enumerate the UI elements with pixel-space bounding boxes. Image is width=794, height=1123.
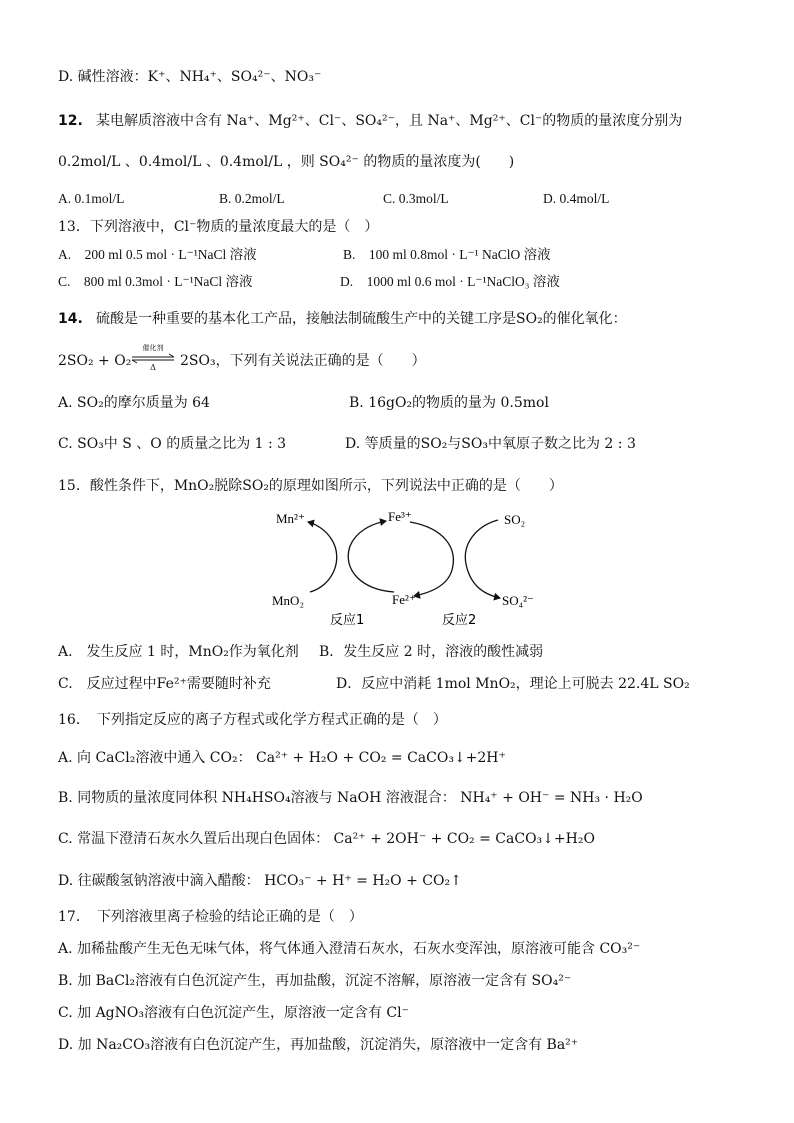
q14-option-a: A. SO₂的摩尔质量为 64 xyxy=(58,395,210,411)
q11-option-d: D. 碱性溶液：K⁺、NH₄⁺、SO₄²⁻、NO₃⁻ xyxy=(58,69,322,85)
q14-number: 14. xyxy=(58,311,83,327)
mn2-label: Mn²⁺ xyxy=(276,511,305,526)
fe2-label: Fe²⁺ xyxy=(392,592,416,607)
q17-option-d: D. 加 Na₂CO₃溶液有白色沉淀产生，再加盐酸，沉淀消失，原溶液中一定含有 Ba²⁺ xyxy=(58,1037,579,1053)
q12-number: 12. xyxy=(58,113,83,129)
q14-heat-label: Δ xyxy=(150,363,156,372)
q16-option-a: A. 向 CaCl₂溶液中通入 CO₂： Ca²⁺ + H₂O + CO₂ = CaCO₃↓+2H⁺ xyxy=(58,750,506,766)
q12-stem-line2: 0.2mol/L 、0.4mol/L 、0.4mol/L ，则 SO₄²⁻ 的物质的量浓度为( ) xyxy=(58,154,515,170)
q14-eq-right: 2SO₃，下列有关说法正确的是（ ） xyxy=(180,353,426,369)
reaction1-label: 反应1 xyxy=(330,613,365,628)
q16-stem: 16． 下列指定反应的离子方程式或化学方程式正确的是（ ） xyxy=(58,712,447,728)
q13-option-b: B. 100 ml 0.8mol · L⁻¹ NaClO 溶液 xyxy=(343,247,551,262)
so4-label: SO₄²⁻ xyxy=(502,593,534,608)
q14-option-c: C. SO₃中 S 、O 的质量之比为 1 : 3 xyxy=(58,436,287,452)
q13-stem: 13．下列溶液中，Cl⁻物质的量浓度最大的是（ ） xyxy=(58,219,379,235)
so2-label: SO₂ xyxy=(504,512,526,527)
q17-stem: 17． 下列溶液里离子检验的结论正确的是（ ） xyxy=(58,909,363,925)
mno2-label: MnO₂ xyxy=(272,593,304,608)
q14-eq-left: 2SO₂ + O₂ xyxy=(58,353,132,369)
q17-option-c: C. 加 AgNO₃溶液有白色沉淀产生，原溶液一定含有 Cl⁻ xyxy=(58,1005,410,1021)
q14-option-d: D. 等质量的SO₂与SO₃中氧原子数之比为 2 : 3 xyxy=(345,436,636,452)
q15-reaction-cycle-diagram xyxy=(262,500,552,632)
reaction2-label: 反应2 xyxy=(442,613,477,628)
q14-stem-line1: 硫酸是一种重要的基本化工产品，接触法制硫酸生产中的关键工序是SO₂的催化氧化： xyxy=(96,311,627,327)
q15-option-a: A. 发生反应 1 时，MnO₂作为氧化剂 xyxy=(58,644,299,660)
q15-option-d: D．反应中消耗 1mol MnO₂，理论上可脱去 22.4L SO₂ xyxy=(336,676,690,692)
q15-option-c: C. 反应过程中Fe²⁺需要随时补充 xyxy=(58,676,271,692)
q12-option-d: D. 0.4mol/L xyxy=(543,191,610,206)
q13-option-a: A. 200 ml 0.5 mol · L⁻¹NaCl 溶液 xyxy=(58,247,257,262)
q15-option-b: B．发生反应 2 时，溶液的酸性减弱 xyxy=(319,644,544,660)
q12-option-c: C. 0.3mol/L xyxy=(383,191,449,206)
q17-option-a: A. 加稀盐酸产生无色无味气体，将气体通入澄清石灰水，石灰水变浑浊，原溶液可能含 CO₃²⁻ xyxy=(58,941,641,957)
q14-reversible-arrow xyxy=(128,344,178,374)
q13-option-d: D. 1000 ml 0.6 mol · L⁻¹NaClO₃ 溶液 xyxy=(340,274,560,289)
q12-option-a: A. 0.1mol/L xyxy=(58,191,125,206)
q12-stem-line1: 某电解质溶液中含有 Na⁺、Mg²⁺、Cl⁻、SO₄²⁻，且 Na⁺、Mg²⁺、Cl⁻的物质的量浓度分别为 xyxy=(96,113,683,129)
q13-option-c: C. 800 ml 0.3mol · L⁻¹NaCl 溶液 xyxy=(58,274,253,289)
q16-option-b: B. 同物质的量浓度同体积 NH₄HSO₄溶液与 NaOH 溶液混合： NH₄⁺ + OH⁻ = NH₃ · H₂O xyxy=(58,790,643,806)
q14-option-b: B. 16gO₂的物质的量为 0.5mol xyxy=(349,395,549,411)
q16-option-d: D. 往碳酸氢钠溶液中滴入醋酸： HCO₃⁻ + H⁺ = H₂O + CO₂↑ xyxy=(58,873,462,889)
q15-stem: 15．酸性条件下，MnO₂脱除SO₂的原理如图所示，下列说法中正确的是（ ） xyxy=(58,478,563,494)
fe3-label: Fe³⁺ xyxy=(388,509,412,524)
q14-catalyst-label: 催化剂 xyxy=(142,344,164,352)
q17-option-b: B. 加 BaCl₂溶液有白色沉淀产生，再加盐酸，沉淀不溶解，原溶液一定含有 SO₄²⁻ xyxy=(58,973,572,989)
q12-option-b: B. 0.2mol/L xyxy=(219,191,285,206)
q16-option-c: C. 常温下澄清石灰水久置后出现白色固体： Ca²⁺ + 2OH⁻ + CO₂ = CaCO₃↓+H₂O xyxy=(58,831,595,847)
